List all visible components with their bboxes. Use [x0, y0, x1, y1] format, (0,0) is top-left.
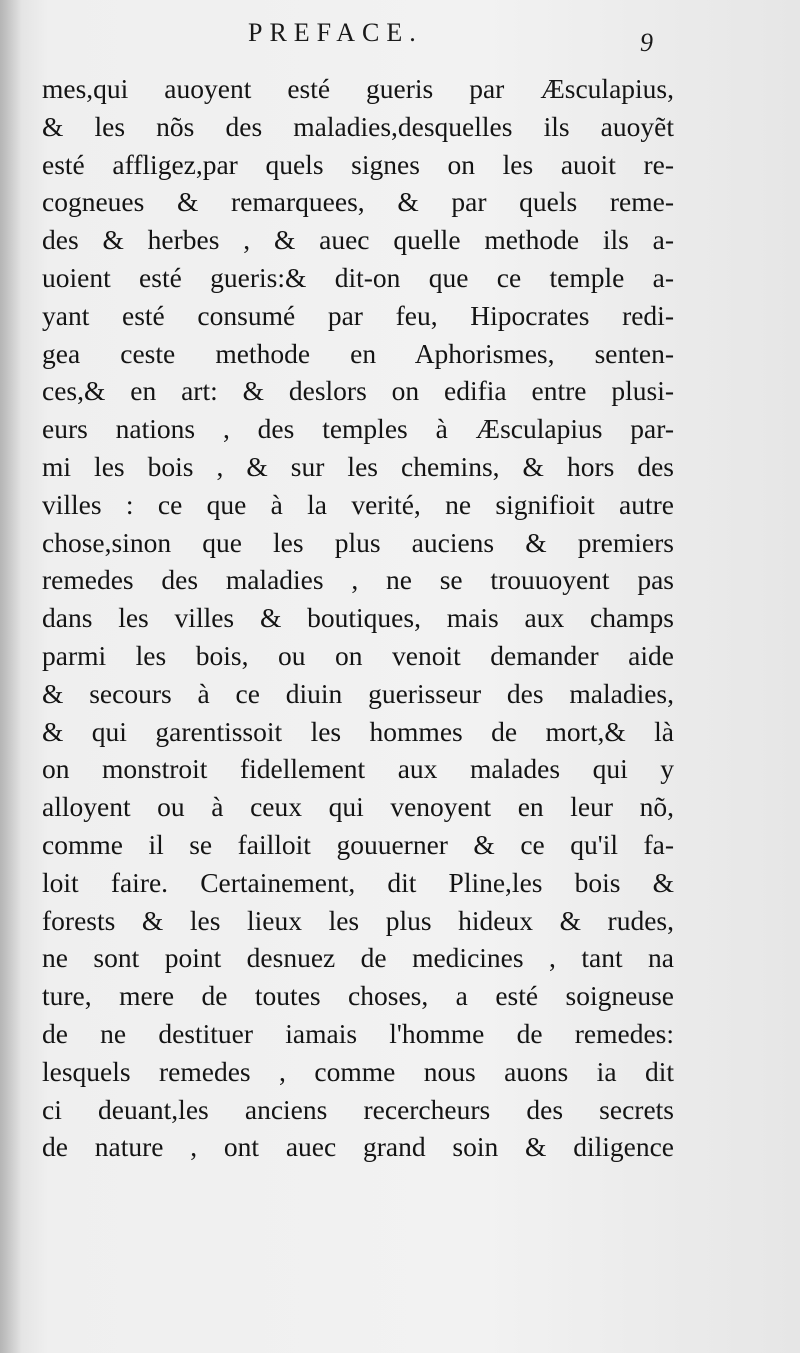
text-line: parmi les bois, ou on venoit demander aide	[42, 639, 674, 671]
text-line: ces,& en art: & deslors on edifia entre plusi-	[42, 375, 674, 407]
bleed-through-shadow	[40, 1196, 670, 1236]
text-line: de ne destituer iamais l'homme de remedes:	[42, 1017, 674, 1049]
text-line: gea ceste methode en Aphorismes, senten-	[42, 337, 674, 369]
text-line: uoient esté gueris:& dit-on que ce temple a-	[42, 261, 674, 293]
text-line: ture, mere de toutes choses, a esté soigneuse	[42, 980, 674, 1012]
text-line: de nature , ont auec grand soin & diligence	[42, 1131, 674, 1163]
text-line: cogneues & remarquees, & par quels reme-	[42, 186, 674, 218]
text-line: esté affligez,par quels signes on les auoit re-	[42, 148, 674, 180]
text-line: & secours à ce diuin guerisseur des maladies,	[42, 677, 674, 709]
gutter-shadow	[0, 0, 22, 1353]
text-line: villes : ce que à la verité, ne signifioit autre	[42, 488, 674, 520]
text-line: ci deuant,les anciens recercheurs des secrets	[42, 1093, 674, 1125]
text-line: des & herbes , & auec quelle methode ils a-	[42, 224, 674, 256]
page-number: 9	[640, 28, 653, 57]
text-line: alloyent ou à ceux qui venoyent en leur nõ,	[42, 791, 674, 823]
text-line: yant esté consumé par feu, Hipocrates redi-	[42, 299, 674, 331]
text-line: & les nõs des maladies,desquelles ils auoyẽt	[42, 110, 674, 142]
text-line: mes,qui auoyent esté gueris par Æsculapius,	[42, 73, 674, 104]
text-line: loit faire. Certainement, dit Pline,les bois &	[42, 866, 674, 898]
text-line: comme il se failloit gouuerner & ce qu'il fa-	[42, 828, 674, 860]
text-line: eurs nations , des temples à Æsculapius par-	[42, 413, 674, 445]
text-line: & qui garentissoit les hommes de mort,& là	[42, 715, 674, 747]
text-line: ne sont point desnuez de medicines , tant na	[42, 942, 674, 974]
text-line: mi les bois , & sur les chemins, & hors des	[42, 450, 674, 482]
running-head	[0, 18, 800, 57]
text-line: chose,sinon que les plus auciens & premiers	[42, 526, 674, 558]
running-title: PREFACE.	[248, 18, 423, 47]
text-line: dans les villes & boutiques, mais aux champs	[42, 602, 674, 634]
text-line: remedes des maladies , ne se trouuoyent pas	[42, 564, 674, 596]
text-line: on monstroit fidellement aux malades qui y	[42, 753, 674, 785]
text-line: lesquels remedes , comme nous auons ia dit	[42, 1055, 674, 1087]
body-text	[42, 70, 674, 1166]
text-line: forests & les lieux les plus hideux & rudes,	[42, 904, 674, 936]
